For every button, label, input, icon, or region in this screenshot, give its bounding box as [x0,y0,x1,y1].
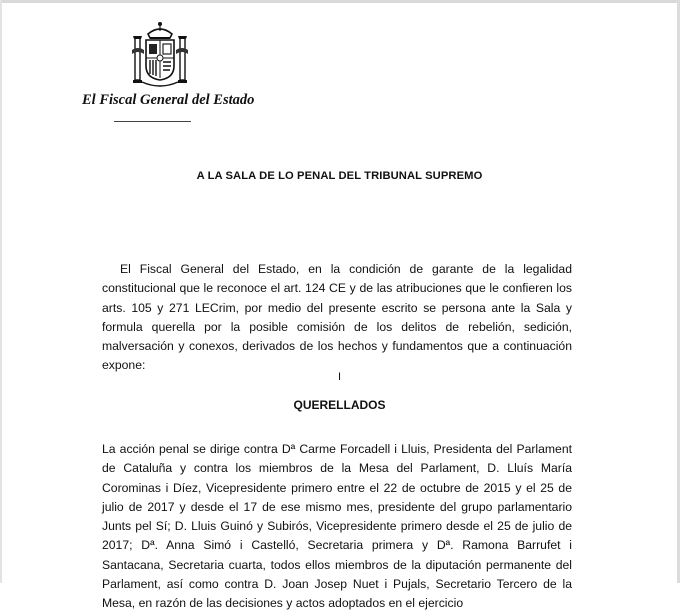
coat-of-arms-icon [128,20,192,90]
document-page [2,3,677,611]
issuer-name: El Fiscal General del Estado [82,92,255,108]
section-number: I [337,371,342,383]
document-addressee: A LA SALA DE LO PENAL DEL TRIBUNAL SUPREMO [196,170,483,182]
section-paragraph: La acción penal se dirige contra Dª Carme Forcadell i Lluis, Presidenta del Parlament de Cataluña y contra los miembros de la Mesa del Parlament, D. Lluís María Corominas i Díez, Vicepresidente primero entre el 22 de octubre de 2015 y el 25 de julio de 2017 y desde el 17 de ese mismo mes, presidente del grupo parlamentario Junts pel Sí; D. Lluis Guinó y Subirós, Vicepresidente primero desde el 25 de julio de 2017; Dª. Anna Simó i Castelló, Secretaria primera y Dª. Ramona Barrufet i Santacana, Secretaria cuarta, todos ellos miembros de la diputación permanente del Parlament, así como contra D. Joan Josep Nuet i Pujals, Secretario Tercero de la Mesa, en razón de las decisiones y actos adoptados en el ejercicio [102,442,572,611]
intro-paragraph: El Fiscal General del Estado, en la condición de garante de la legalidad constitucional que le reconoce el art. 124 CE y de las atribuciones que le confieren los arts. 105 y 271 LECrim, por medio del presente escrito se persona ante la Sala y formula querella por la posible comisión de los delitos de rebelión, sedición, malversación y conexos, derivados de los hechos y fundamentos que a continuación expone: [102,262,572,373]
section-title: QUERELLADOS [293,398,386,412]
signature-rule [114,121,191,122]
